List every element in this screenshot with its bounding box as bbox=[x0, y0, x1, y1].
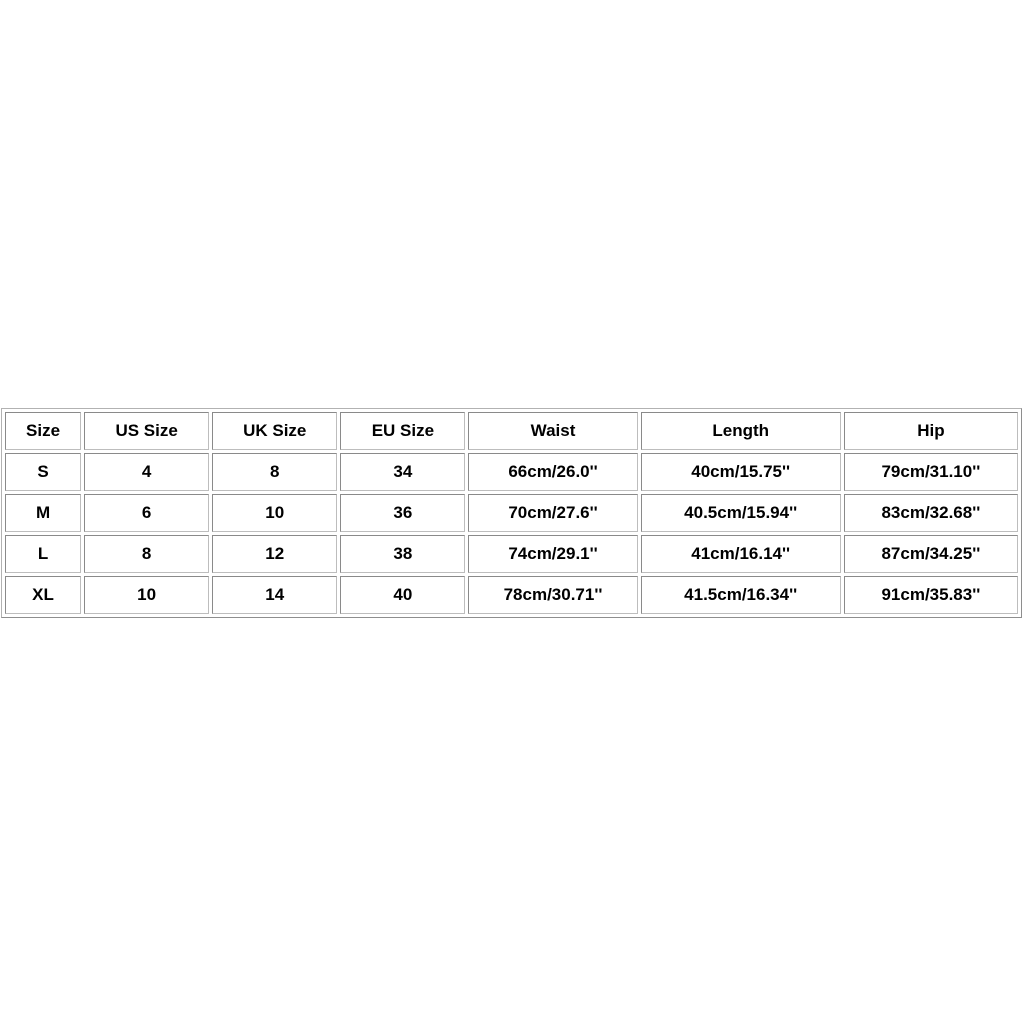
cell-size: M bbox=[5, 494, 81, 532]
cell-waist: 66cm/26.0'' bbox=[468, 453, 637, 491]
cell-hip: 87cm/34.25'' bbox=[844, 535, 1018, 573]
cell-uk: 8 bbox=[212, 453, 337, 491]
cell-us: 4 bbox=[84, 453, 209, 491]
table-row-s bbox=[5, 453, 1018, 491]
cell-length: 40.5cm/15.94'' bbox=[641, 494, 841, 532]
column-header-length: Length bbox=[641, 412, 841, 450]
cell-hip: 83cm/32.68'' bbox=[844, 494, 1018, 532]
cell-waist: 74cm/29.1'' bbox=[468, 535, 637, 573]
column-header-us-size: US Size bbox=[84, 412, 209, 450]
cell-uk: 12 bbox=[212, 535, 337, 573]
cell-length: 41.5cm/16.34'' bbox=[641, 576, 841, 614]
cell-waist: 70cm/27.6'' bbox=[468, 494, 637, 532]
cell-eu: 36 bbox=[340, 494, 465, 532]
column-header-uk-size: UK Size bbox=[212, 412, 337, 450]
cell-uk: 14 bbox=[212, 576, 337, 614]
cell-eu: 38 bbox=[340, 535, 465, 573]
cell-size: L bbox=[5, 535, 81, 573]
size-chart-table bbox=[1, 408, 1022, 618]
table-row-l bbox=[5, 535, 1018, 573]
cell-waist: 78cm/30.71'' bbox=[468, 576, 637, 614]
column-header-size: Size bbox=[5, 412, 81, 450]
cell-us: 6 bbox=[84, 494, 209, 532]
column-header-waist: Waist bbox=[468, 412, 637, 450]
cell-eu: 34 bbox=[340, 453, 465, 491]
cell-hip: 79cm/31.10'' bbox=[844, 453, 1018, 491]
header-row bbox=[5, 412, 1018, 450]
cell-size: XL bbox=[5, 576, 81, 614]
table-row-m bbox=[5, 494, 1018, 532]
cell-length: 41cm/16.14'' bbox=[641, 535, 841, 573]
cell-us: 8 bbox=[84, 535, 209, 573]
cell-length: 40cm/15.75'' bbox=[641, 453, 841, 491]
cell-eu: 40 bbox=[340, 576, 465, 614]
cell-us: 10 bbox=[84, 576, 209, 614]
cell-uk: 10 bbox=[212, 494, 337, 532]
cell-size: S bbox=[5, 453, 81, 491]
cell-hip: 91cm/35.83'' bbox=[844, 576, 1018, 614]
column-header-eu-size: EU Size bbox=[340, 412, 465, 450]
table-row-xl bbox=[5, 576, 1018, 614]
column-header-hip: Hip bbox=[844, 412, 1018, 450]
